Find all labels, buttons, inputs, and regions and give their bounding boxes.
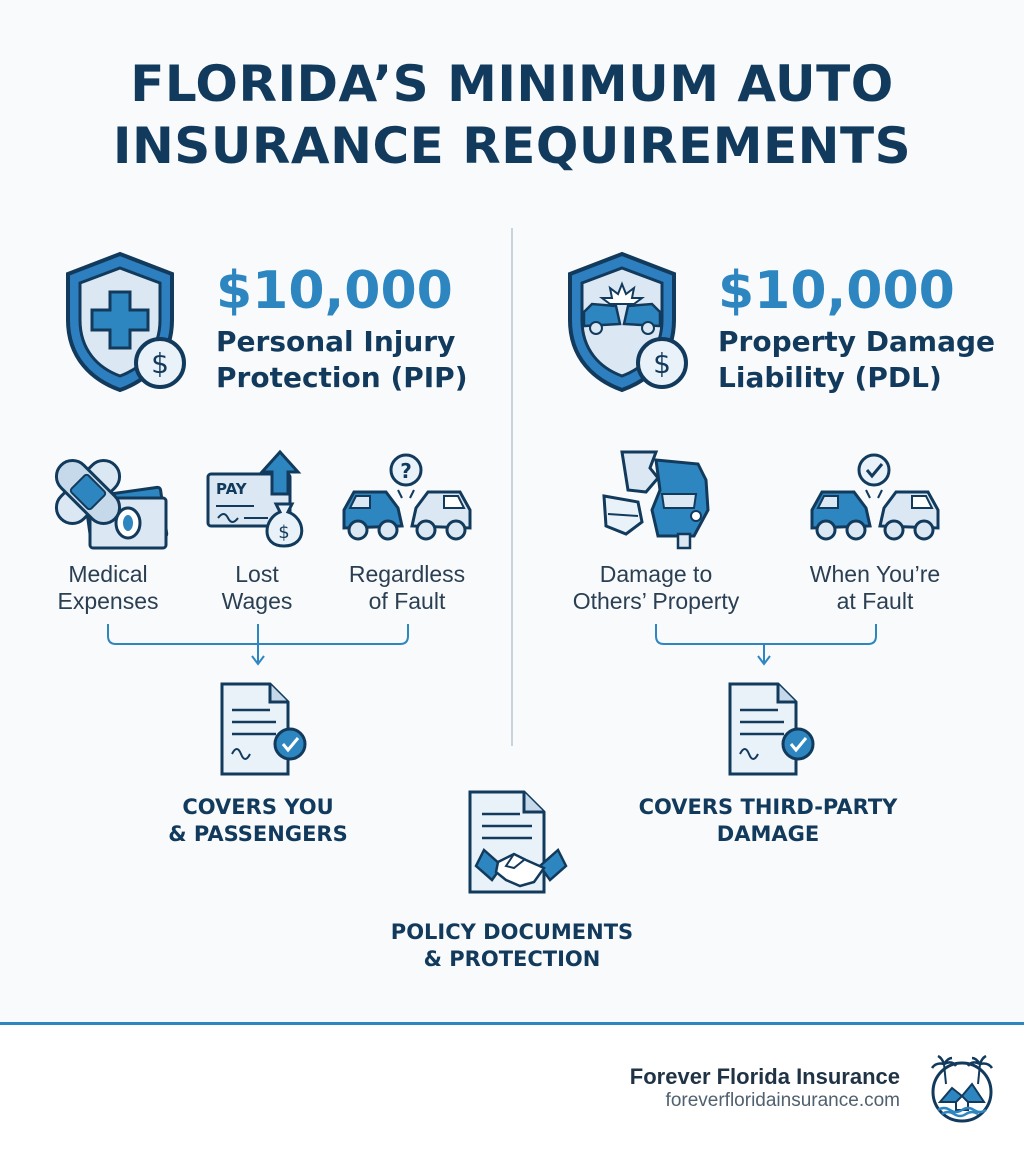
pip-item-wages-line-1: Lost: [235, 561, 279, 587]
pdl-name-line-2: Liability (PDL): [718, 361, 942, 394]
pip-covers-line-1: COVERS YOU: [182, 795, 334, 819]
footer-url[interactable]: foreverfloridainsurance.com: [665, 1090, 900, 1111]
pdl-amount: $10,000: [718, 261, 955, 321]
svg-text:$: $: [278, 522, 290, 543]
svg-text:?: ?: [400, 459, 412, 483]
page-title-line-2: INSURANCE REQUIREMENTS: [112, 117, 912, 175]
pip-covers-line-2: & PASSENGERS: [168, 822, 348, 846]
pdl-item-property-line-2: Others’ Property: [572, 588, 740, 614]
pip-name-line-1: Personal Injury: [216, 325, 456, 358]
footer-divider: [0, 1022, 1024, 1025]
pdl-item-fault-line-1: When You’re: [809, 561, 941, 587]
pip-item-fault-line-2: of Fault: [368, 588, 446, 614]
bandage-cash-icon: [48, 452, 168, 552]
pip-item-wages-line-2: Wages: [221, 588, 293, 614]
svg-text:$: $: [151, 347, 169, 380]
pdl-name-line-1: Property Damage: [718, 325, 996, 358]
pdl-item-property-line-1: Damage to: [599, 561, 713, 587]
shield-medical-dollar-icon: [60, 250, 200, 395]
cheque-pay-text: PAY: [216, 480, 247, 498]
document-handshake-icon: [462, 788, 572, 898]
palm-house-logo: [930, 1056, 994, 1124]
pip-name-line-2: Protection (PIP): [216, 361, 468, 394]
shield-car-dollar-icon: [562, 250, 702, 395]
svg-text:$: $: [653, 347, 671, 380]
column-divider: [511, 228, 513, 746]
document-check-icon: [724, 680, 820, 780]
pdl-covers-line-1: COVERS THIRD-PARTY: [638, 795, 898, 819]
pip-item-fault-line-1: Regardless: [348, 561, 466, 587]
pdl-covers-line-2: DAMAGE: [716, 822, 820, 846]
center-caption-line-2: & PROTECTION: [423, 947, 601, 971]
pdl-item-fault-line-2: at Fault: [836, 588, 914, 614]
pip-item-medical-line-2: Expenses: [57, 588, 159, 614]
pdl-bracket-connector: [648, 622, 884, 670]
page-title-line-1: FLORIDA’S MINIMUM AUTO: [130, 55, 894, 113]
paycheck-moneybag-icon: [204, 450, 314, 550]
footer-brand: Forever Florida Insurance: [629, 1064, 900, 1089]
broken-car-icon: [598, 450, 712, 550]
car-collision-question-icon: [340, 452, 474, 548]
center-caption-line-1: POLICY DOCUMENTS: [390, 920, 634, 944]
pip-amount: $10,000: [216, 261, 453, 321]
car-collision-check-icon: [808, 452, 942, 548]
pip-bracket-connector: [100, 622, 416, 670]
document-check-icon: [216, 680, 312, 780]
pip-item-medical-line-1: Medical: [68, 561, 148, 587]
